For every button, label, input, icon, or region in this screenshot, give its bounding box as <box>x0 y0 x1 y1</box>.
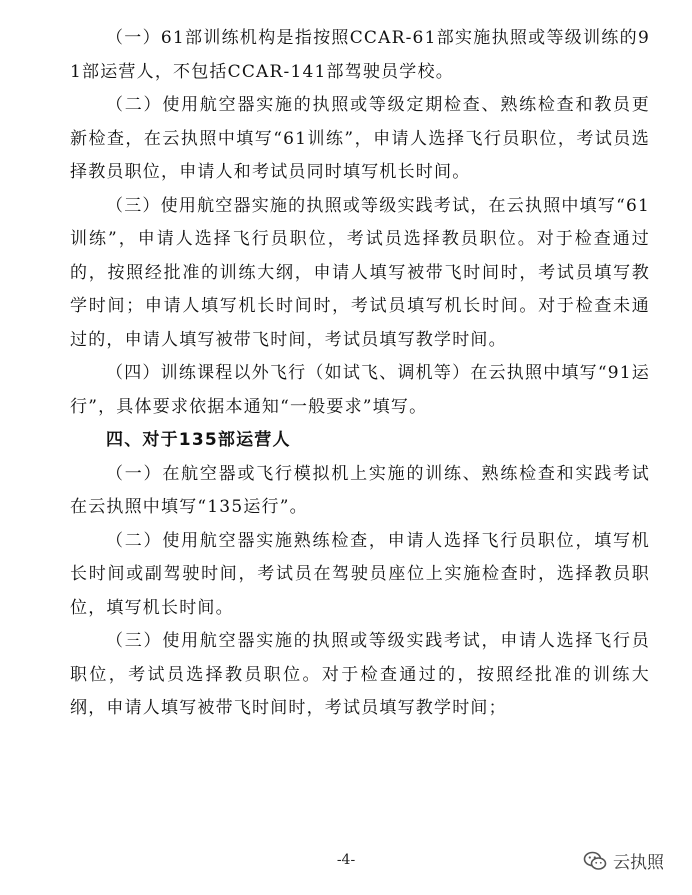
section-paragraph-2: （二）使用航空器实施熟练检查，申请人选择飞行员职位，填写机长时间或副驾驶时间，考试员在驾驶员座位上实施检查时，选择教员职位，填写机长时间。 <box>70 530 650 618</box>
page-number: -4- <box>336 852 356 868</box>
section-paragraph-3: （三）使用航空器实施的执照或等级实践考试，申请人选择飞行员职位，考试员选择教员职位。对于检查通过的，按照经批准的训练大纲，申请人填写被带飞时间时，考试员填写教学时间； <box>70 631 650 718</box>
watermark-text: 云执照 <box>613 853 664 873</box>
paragraph-3: （三）使用航空器实施的执照或等级实践考试，在云执照中填写“61训练”，申请人选择飞行员职位，考试员选择教员职位。对于检查通过的，按照经批准的训练大纲，申请人填写被带飞时间时，考试员填写教学时间；申请人填写机长时间时，考试员填写机长时间。对于检查未通过的，申请人填写被带飞时间，考试员填写教学时间。 <box>70 195 650 350</box>
paragraph-1: （一）61部训练机构是指按照CCAR-61部实施执照或等级训练的91部运营人，不包括CCAR-141部驾驶员学校。 <box>70 28 650 82</box>
watermark <box>583 848 664 873</box>
document-body <box>70 22 650 726</box>
paragraph-4: （四）训练课程以外飞行（如试飞、调机等）在云执照中填写“91运行”，具体要求依据本通知“一般要求”填写。 <box>70 363 650 417</box>
wechat-icon <box>583 850 607 872</box>
section-heading: 四、对于135部运营人 <box>106 430 291 450</box>
paragraph-2: （二）使用航空器实施的执照或等级定期检查、熟练检查和教员更新检查，在云执照中填写“61训练”，申请人选择飞行员职位，考试员选择教员职位，申请人和考试员同时填写机长时间。 <box>70 95 650 182</box>
section-paragraph-1: （一）在航空器或飞行模拟机上实施的训练、熟练检查和实践考试在云执照中填写“135运行”。 <box>70 463 650 517</box>
